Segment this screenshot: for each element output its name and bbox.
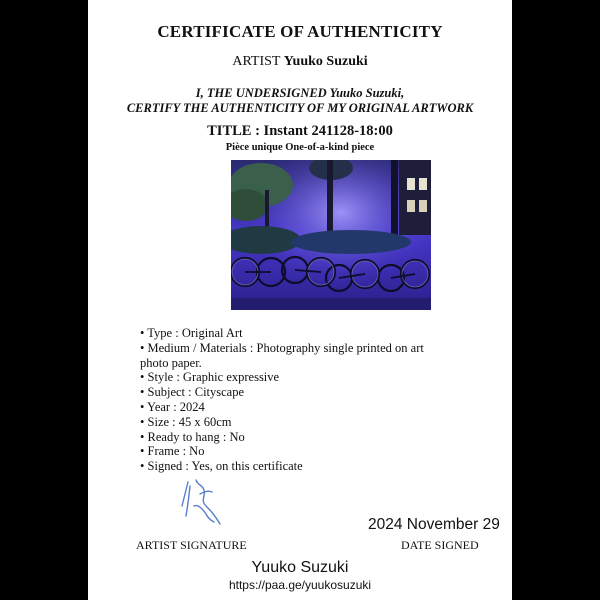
date-signed-value: 2024 November 29 bbox=[368, 516, 500, 533]
certify-line-2: CERTIFY THE AUTHENTICITY OF MY ORIGINAL ARTWORK bbox=[126, 101, 474, 115]
detail-signed: • Signed : Yes, on this certificate bbox=[140, 459, 470, 474]
detail-year: • Year : 2024 bbox=[140, 400, 470, 415]
detail-medium-continued: photo paper. bbox=[140, 355, 202, 370]
artwork-details-list bbox=[140, 326, 470, 474]
artist-signature-label: ARTIST SIGNATURE bbox=[136, 538, 247, 552]
certify-line-1: I, THE UNDERSIGNED Yuuko Suzuki, bbox=[195, 86, 405, 100]
artist-prefix: ARTIST bbox=[232, 54, 281, 69]
artist-line bbox=[88, 54, 512, 70]
unique-piece-note: Pièce unique One-of-a-kind piece bbox=[225, 142, 375, 153]
certificate-page bbox=[88, 0, 512, 600]
date-signed-label: DATE SIGNED bbox=[401, 538, 479, 552]
detail-size: • Size : 45 x 60cm bbox=[140, 415, 470, 430]
certificate-heading: CERTIFICATE OF AUTHENTICITY bbox=[157, 22, 443, 41]
artist-name: Yuuko Suzuki bbox=[283, 54, 368, 69]
detail-type: • Type : Original Art bbox=[140, 326, 470, 341]
footer-artist-name: Yuuko Suzuki bbox=[251, 559, 349, 576]
detail-subject: • Subject : Cityscape bbox=[140, 385, 470, 400]
certify-statement bbox=[88, 86, 512, 116]
detail-style: • Style : Graphic expressive bbox=[140, 370, 470, 385]
detail-frame: • Frame : No bbox=[140, 444, 470, 459]
detail-ready-to-hang: • Ready to hang : No bbox=[140, 430, 470, 445]
detail-medium: • Medium / Materials : Photography single printed on art bbox=[140, 341, 470, 356]
footer-artist-url: https://paa.ge/yuukosuzuki bbox=[228, 578, 372, 592]
artist-signature-mark bbox=[176, 476, 228, 528]
artwork-title: TITLE : Instant 241128-18:00 bbox=[207, 123, 393, 139]
artwork-photo-image bbox=[231, 160, 431, 310]
artwork-photo bbox=[231, 160, 431, 310]
